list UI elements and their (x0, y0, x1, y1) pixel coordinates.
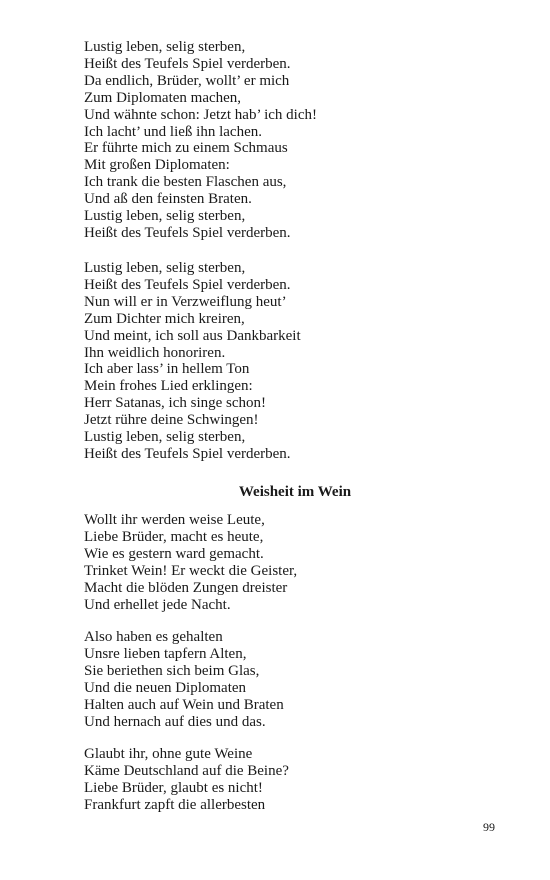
verse-line: Käme Deutschland auf die Beine? (84, 762, 289, 779)
verse-line: Sie beriethen sich beim Glas, (84, 662, 260, 679)
verse-line: Und aß den feinsten Braten. (84, 191, 252, 208)
verse-line: Heißt des Teufels Spiel verderben. (84, 224, 291, 241)
verse-line: Zum Dichter mich kreiren, (84, 310, 245, 327)
verse-line: Zum Diplomaten machen, (84, 89, 242, 106)
page-number: 99 (483, 820, 495, 834)
verse-line: Da endlich, Brüder, wollt’ er mich (84, 72, 290, 89)
verse-line: Lustig leben, selig sterben, (84, 429, 246, 446)
verse-line: Liebe Brüder, macht es heute, (84, 528, 264, 545)
verse-line: Macht die blöden Zungen dreister (84, 579, 288, 596)
verse-line: Und hernach auf dies und das. (84, 713, 266, 730)
verse-line: Also haben es gehalten (84, 629, 223, 645)
verse-line: Wollt ihr werden weise Leute, (84, 512, 265, 528)
verse-line: Heißt des Teufels Spiel verderben. (84, 276, 291, 293)
verse-line: Und erhellet jede Nacht. (84, 596, 231, 613)
stanza-3 (84, 512, 514, 613)
verse-line: Und wähnte schon: Jetzt hab’ ich dich! (84, 106, 317, 123)
verse-line: Und die neuen Diplomaten (84, 679, 247, 696)
verse-line: Wie es gestern ward gemacht. (84, 545, 264, 562)
verse-line: Lustig leben, selig sterben, (84, 208, 246, 225)
verse-line: Heißt des Teufels Spiel verderben. (84, 55, 291, 72)
verse-line: Ich aber lass’ in hellem Ton (84, 361, 250, 378)
verse-line: Und meint, ich soll aus Dankbarkeit (84, 327, 301, 344)
stanza-2 (84, 260, 514, 463)
stanza-1 (84, 39, 514, 242)
stanza-5 (84, 746, 514, 814)
poem-title: Weisheit im Wein (238, 484, 352, 500)
verse-line: Halten auch auf Wein und Braten (84, 696, 284, 713)
stanza-4 (84, 629, 514, 730)
verse-line: Ich lacht’ und ließ ihn lachen. (84, 123, 262, 140)
verse-line: Herr Satanas, ich singe schon! (84, 395, 267, 412)
verse-line: Ich trank die besten Flaschen aus, (84, 174, 287, 191)
verse-line: Er führte mich zu einem Schmaus (84, 140, 288, 157)
verse-line: Heißt des Teufels Spiel verderben. (84, 445, 291, 462)
verse-line: Jetzt rühre deine Schwingen! (84, 412, 259, 429)
verse-line: Ihn weidlich honoriren. (84, 344, 226, 361)
verse-line: Glaubt ihr, ohne gute Weine (84, 746, 253, 762)
verse-line: Nun will er in Verzweiflung heut’ (84, 293, 287, 310)
verse-line: Frankfurt zapft die allerbesten (84, 796, 266, 813)
verse-line: Trinket Wein! Er weckt die Geister, (84, 562, 298, 579)
verse-line: Lustig leben, selig sterben, (84, 260, 246, 276)
verse-line: Lustig leben, selig sterben, (84, 39, 246, 55)
verse-line: Unsre lieben tapfern Alten, (84, 645, 247, 662)
verse-line: Liebe Brüder, glaubt es nicht! (84, 779, 263, 796)
verse-line: Mein frohes Lied erklingen: (84, 378, 253, 395)
verse-line: Mit großen Diplomaten: (84, 157, 230, 174)
